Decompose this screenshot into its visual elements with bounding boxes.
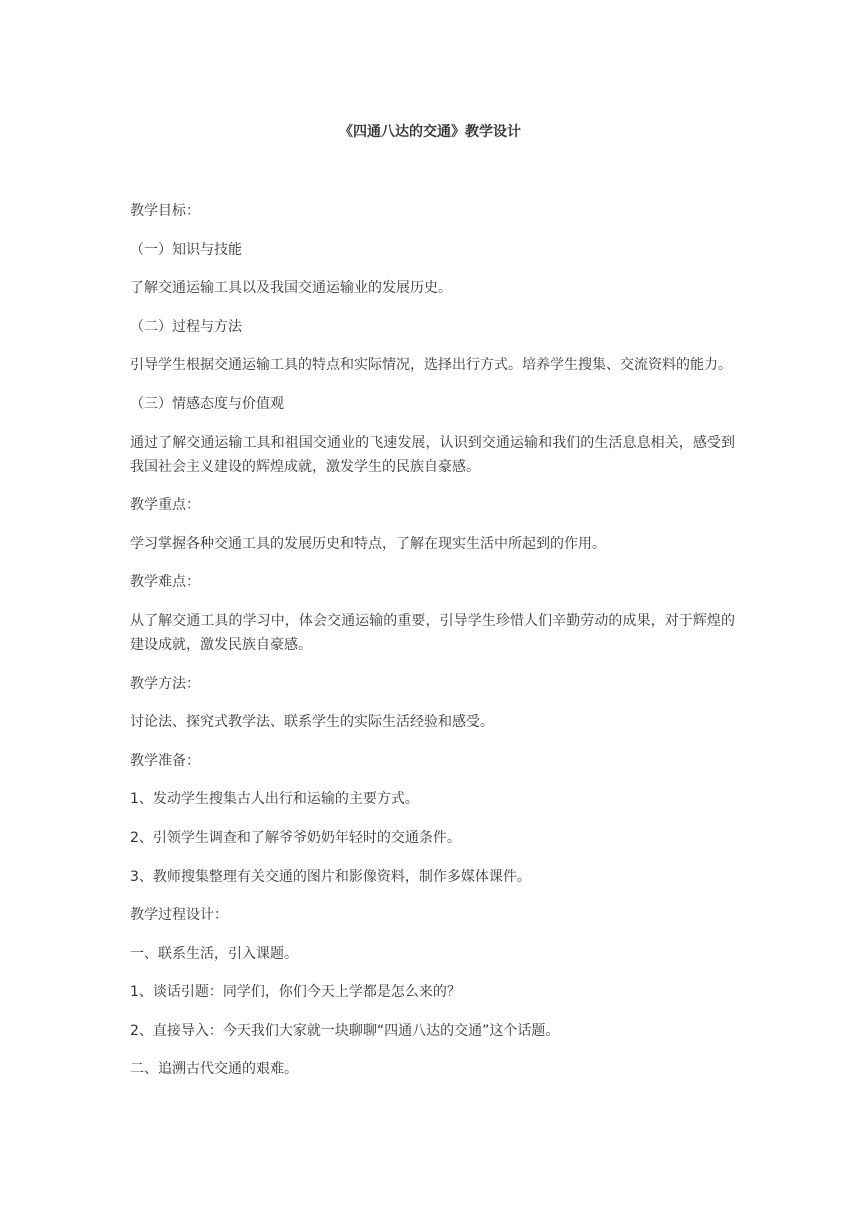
subheading-knowledge-skills: （一）知识与技能 [130, 241, 242, 258]
section-heading-preparation: 教学准备： [130, 752, 200, 769]
paragraph: 学习掌握各种交通工具的发展历史和特点，了解在现实生活中所起到的作用。 [130, 535, 606, 552]
list-item: 二、追溯古代交通的艰难。 [130, 1061, 298, 1078]
paragraph: 讨论法、探究式教学法、联系学生的实际生活经验和感受。 [130, 714, 494, 731]
section-heading-objectives: 教学目标： [130, 203, 200, 219]
list-item: 3、教师搜集整理有关交通的图片和影像资料，制作多媒体课件。 [130, 868, 531, 885]
section-heading-key-points: 教学重点： [130, 497, 200, 514]
list-item: 2、直接导入：今天我们大家就一块聊聊“四通八达的交通”这个话题。 [130, 1022, 560, 1039]
paragraph: 了解交通运输工具以及我国交通运输业的发展历史。 [130, 280, 452, 297]
list-item: 2、引领学生调查和了解爷爷奶奶年轻时的交通条件。 [130, 829, 461, 846]
list-item: 一、联系生活，引入课题。 [130, 945, 298, 962]
subheading-attitude-values: （三）情感态度与价值观 [130, 395, 284, 412]
section-heading-difficulties: 教学难点： [130, 574, 200, 591]
list-item: 1、谈话引题：同学们，你们今天上学都是怎么来的？ [130, 984, 461, 1001]
section-heading-methods: 教学方法： [130, 675, 200, 692]
paragraph: 从了解交通工具的学习中，体会交通运输的重要，引导学生珍惜人们辛勤劳动的成果，对于辉煌的建设成就，激发民族自豪感。 [130, 612, 735, 653]
document-body [130, 199, 735, 1096]
section-heading-process: 教学过程设计： [130, 907, 228, 924]
document-title: 《四通八达的交通》教学设计 [339, 124, 521, 140]
paragraph: 引导学生根据交通运输工具的特点和实际情况，选择出行方式。培养学生搜集、交流资料的能力。 [130, 357, 732, 374]
list-item: 1、发动学生搜集古人出行和运输的主要方式。 [130, 791, 419, 808]
paragraph: 通过了解交通运输工具和祖国交通业的飞速发展，认识到交通运输和我们的生活息息相关，感受到我国社会主义建设的辉煌成就，激发学生的民族自豪感。 [130, 434, 735, 475]
subheading-process-methods: （二）过程与方法 [130, 318, 242, 335]
